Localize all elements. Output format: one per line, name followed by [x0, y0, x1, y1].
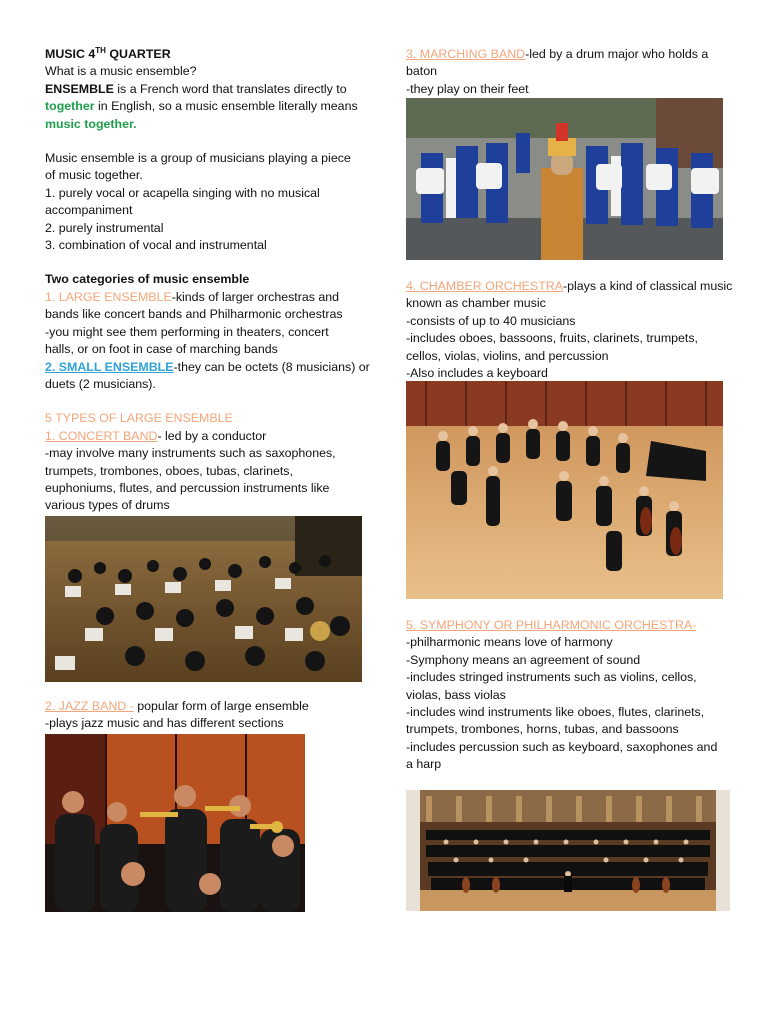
- chamber-orchestra-text: [406, 278, 733, 382]
- symphony-line-4: -includes stringed instruments such as violins, cellos,: [406, 670, 697, 685]
- concert-band-line-3: trumpets, trombones, oboes, tubas, clarinets,: [45, 463, 293, 478]
- symphony-line-6: -includes wind instruments like oboes, flutes, clarinets,: [406, 705, 705, 720]
- definition-line-1: ENSEMBLE is a French word that translates directly to: [45, 81, 347, 96]
- chamber-line-6: -Also includes a keyboard: [406, 366, 548, 381]
- large-ensemble-line-2: bands like concert bands and Philharmonic orchestras: [45, 307, 343, 322]
- jazz-band-text: [45, 698, 365, 733]
- symphony-line-5: violas, bass violas: [406, 687, 506, 702]
- ensemble-desc-5: 2. purely instrumental: [45, 220, 164, 235]
- marching-band-photo: [406, 98, 723, 260]
- marching-band-line: 3. MARCHING BAND-led by a drum major who holds a: [406, 47, 709, 61]
- chamber-line: 4. CHAMBER ORCHESTRA-plays a kind of classical music: [406, 279, 733, 293]
- symphony-line-8: -includes percussion such as keyboard, saxophones and: [406, 739, 718, 754]
- jazz-band-photo: [45, 734, 305, 912]
- symphony-line-3: -Symphony means an agreement of sound: [406, 652, 641, 667]
- definition-line-2: together in English, so a music ensemble literally means: [45, 99, 358, 114]
- chamber-line-4: -includes oboes, bassoons, fruits, clarinets, trumpets,: [406, 331, 699, 346]
- symphony-text: [406, 617, 726, 774]
- symphony-orchestra-photo: [406, 790, 730, 911]
- concert-band-line-5: various types of drums: [45, 498, 170, 513]
- chamber-line-3: -consists of up to 40 musicians: [406, 313, 576, 328]
- small-ensemble-line-2: duets (2 musicians).: [45, 376, 156, 391]
- ensemble-desc-4: accompaniment: [45, 203, 133, 218]
- concert-band-line-2: -may involve many instruments such as saxophones,: [45, 446, 336, 461]
- large-ensemble-line-3: -you might see them performing in theaters, concert: [45, 324, 329, 339]
- symphony-line-9: a harp: [406, 757, 442, 772]
- concert-band-photo: [45, 516, 362, 682]
- symphony-line-2: -philharmonic means love of harmony: [406, 635, 613, 650]
- large-ensemble-line-4: halls, or on foot in case of marching bands: [45, 342, 278, 357]
- chamber-orchestra-photo: [406, 381, 723, 599]
- large-ensemble-line: 1. LARGE ENSEMBLE-kinds of larger orchestras and: [45, 289, 340, 304]
- ensemble-desc-2: of music together.: [45, 168, 143, 183]
- definition-line-3: music together.: [45, 116, 137, 131]
- marching-band-line-3: -they play on their feet: [406, 81, 529, 96]
- symphony-title: 5. SYMPHONY OR PHILHARMONIC ORCHESTRA-: [406, 618, 697, 632]
- marching-band-text: [406, 46, 726, 98]
- left-column: [45, 45, 370, 515]
- symphony-line-7: trumpets, trombones, horns, tubas, and bassoons: [406, 722, 679, 737]
- categories-title: Two categories of music ensemble: [45, 272, 250, 287]
- chamber-line-2: known as chamber music: [406, 296, 546, 311]
- jazz-band-line-2: -plays jazz music and has different sections: [45, 716, 284, 731]
- marching-band-line-2: baton: [406, 64, 438, 79]
- ensemble-desc-6: 3. combination of vocal and instrumental: [45, 238, 267, 253]
- page-title: MUSIC 4TH QUARTER: [45, 45, 171, 61]
- concert-band-line-4: euphoniums, flutes, and percussion instruments like: [45, 480, 330, 495]
- ensemble-desc-1: Music ensemble is a group of musicians playing a piece: [45, 151, 351, 166]
- jazz-band-line: 2. JAZZ BAND - popular form of large ensemble: [45, 699, 309, 713]
- concert-band-line: 1. CONCERT BAND- led by a conductor: [45, 428, 267, 443]
- ensemble-desc-3: 1. purely vocal or acapella singing with no musical: [45, 185, 320, 200]
- types-title: 5 TYPES OF LARGE ENSEMBLE: [45, 411, 233, 426]
- chamber-line-5: cellos, violas, violins, and percussion: [406, 348, 609, 363]
- small-ensemble-line: 2. SMALL ENSEMBLE-they can be octets (8 musicians) or: [45, 359, 370, 374]
- question-text: What is a music ensemble?: [45, 64, 197, 79]
